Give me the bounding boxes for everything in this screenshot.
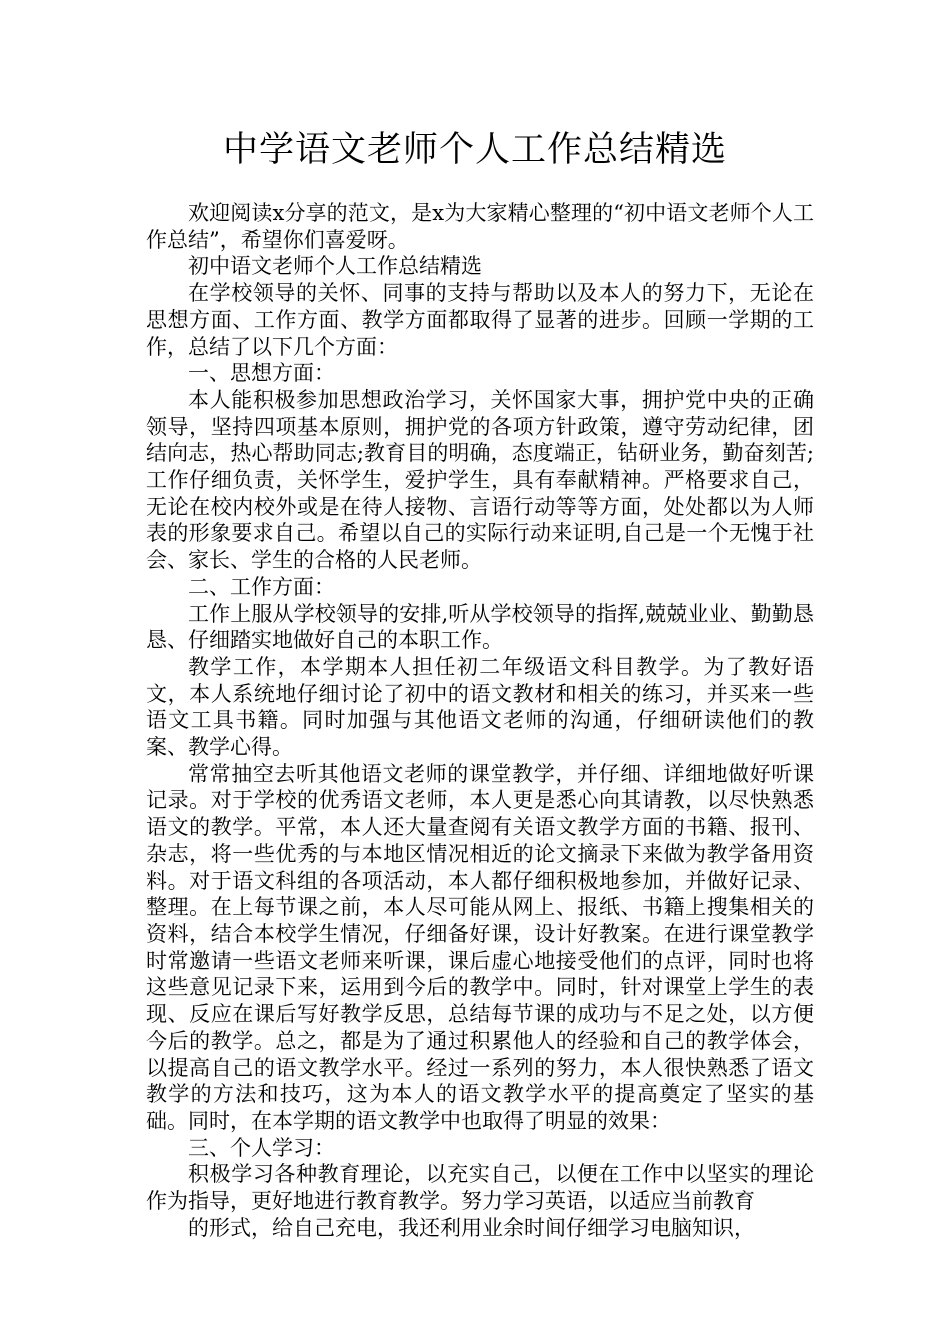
overview-paragraph: 在学校领导的关怀、同事的支持与帮助以及本人的努力下，无论在思想方面、工作方面、教学方面都取得了显著的进步。回顾一学期的工作，总结了以下几个方面： xyxy=(146,281,814,359)
section-heading-work: 二、工作方面： xyxy=(188,574,335,599)
continuation-paragraph: 的形式，给自己充电，我还利用业余时间仔细学习电脑知识， xyxy=(188,1215,755,1240)
subtitle-paragraph: 初中语文老师个人工作总结精选 xyxy=(188,254,482,279)
thought-paragraph: 本人能积极参加思想政治学习，关怀国家大事，拥护党中央的正确领导，坚持四项基本原则，拥护党的各项方针政策，遵守劳动纪律，团结向志，热心帮助同志;教育目的明确，态度端正，钻研业务，勤奋刻苦;工作仔细负责，关怀学生，爱护学生，具有奉献精神。严格要求自己，无论在校内校外或是在待人接物、言语行动等等方面，处处都以为人师表的形象要求自己。希望以自己的实际行动来证明,自己是一个无愧于社会、家长、学生的合格的人民老师。 xyxy=(146,387,814,573)
section-heading-thought: 一、思想方面： xyxy=(188,361,335,386)
teaching-paragraph: 教学工作，本学期本人担任初二年级语文科目教学。为了教好语文，本人系统地仔细讨论了初中的语文教材和相关的练习，并买来一些语文工具书籍。同时加强与其他语文老师的沟通，仔细研读他们的教案、教学心得。 xyxy=(146,654,814,760)
document-title: 中学语文老师个人工作总结精选 xyxy=(222,130,727,170)
study-paragraph: 积极学习各种教育理论，以充实自己，以便在工作中以坚实的理论作为指导，更好地进行教育教学。努力学习英语，以适应当前教育 xyxy=(146,1162,814,1214)
section-heading-study: 三、个人学习： xyxy=(188,1135,335,1160)
intro-paragraph: 欢迎阅读x分享的范文，是x为大家精心整理的“初中语文老师个人工作总结”，希望你们喜爱呀。 xyxy=(146,201,814,252)
document-body xyxy=(146,200,814,1241)
lesson-observation-paragraph: 常常抽空去听其他语文老师的课堂教学，并仔细、详细地做好听课记录。对于学校的优秀语文老师，本人更是悉心向其请教，以尽快熟悉语文的教学。平常，本人还大量查阅有关语文教学方面的书籍、报刊、杂志，将一些优秀的与本地区情况相近的论文摘录下来做为教学备用资料。对于语文科组的各项活动，本人都仔细积极地参加，并做好记录、整理。在上每节课之前，本人尽可能从网上、报纸、书籍上搜集相关的资料，结合本校学生情况，仔细备好课，设计好教案。在进行课堂教学时常邀请一些语文老师来听课，课后虚心地接受他们的点评，同时也将这些意见记录下来，运用到今后的教学中。同时，针对课堂上学生的表现、反应在课后写好教学反思，总结每节课的成功与不足之处，以方便今后的教学。总之，都是为了通过积累他人的经验和自己的教学体会，以提高自己的语文教学水平。经过一系列的努力，本人很快熟悉了语文教学的方法和技巧，这为本人的语文教学水平的提高奠定了坚实的基础。同时，在本学期的语文教学中也取得了明显的效果： xyxy=(146,761,814,1133)
work-paragraph: 工作上服从学校领导的安排,听从学校领导的指挥,兢兢业业、勤勤恳恳、仔细踏实地做好自己的本职工作。 xyxy=(146,601,814,653)
